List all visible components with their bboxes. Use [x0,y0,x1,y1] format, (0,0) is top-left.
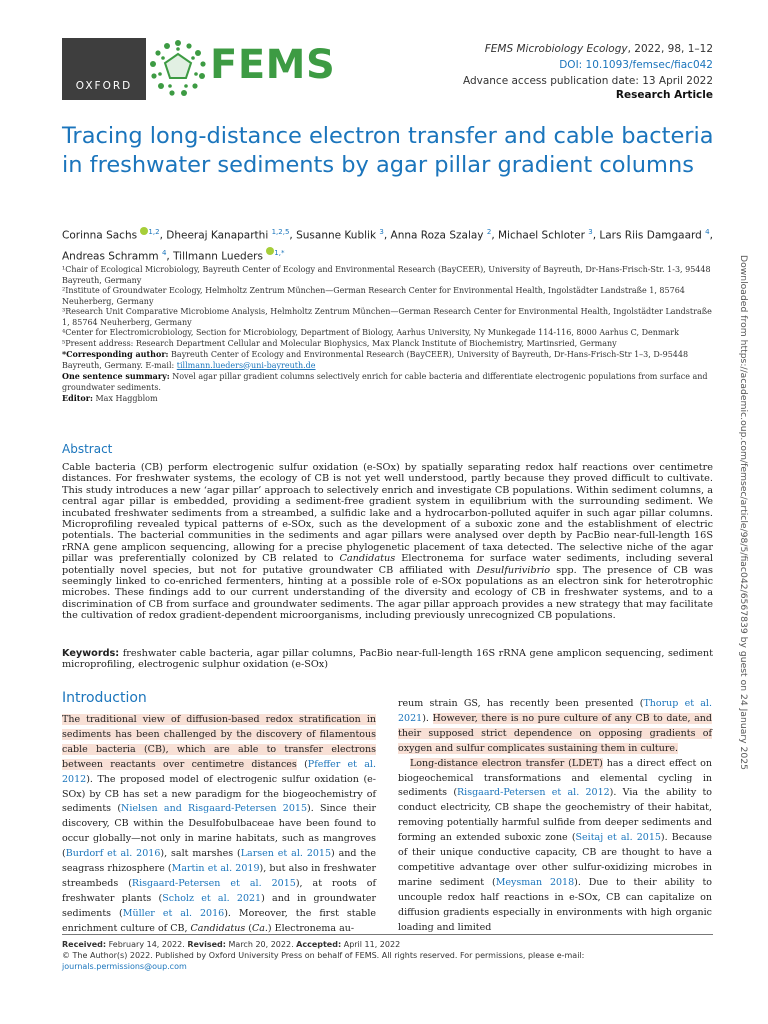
author-separator: , [289,229,297,242]
corresponding-author [62,349,717,371]
affiliation: ²Institute of Groundwater Ecology, Helmholtz Zentrum München—German Research Center for Environmental Health, Ingolstädter Landstraße 1, 85764 Neuherberg, Germany [62,286,685,306]
accepted-date: April 11, 2022 [341,940,401,949]
fems-brand: FEMS [210,42,336,88]
author-affiliation-marker: 1,2 [148,228,160,236]
text: ). Due to their ability to uncouple redox half reactions in e-SOx, CB can capitalize on diffusion gradients especially in environments with high organic loading and limited [398,876,712,933]
oxford-logo [62,38,146,100]
revised-label: Revised: [187,940,226,949]
publisher-name: OXFORD [75,80,133,92]
intro-column-right [398,697,712,936]
author-affiliation-marker: 3 [379,228,384,236]
citation-link[interactable]: Martin et al. 2019 [171,863,260,875]
highlighted-text: The traditional view of diffusion-based redox stratification in sediments has been challenged by the discovery of filamentous cable bacteria (CB), which are able to transfer electrons between reactants over centimetre distances [62,714,376,770]
text: ), at roots of freshwater plants ( [62,877,376,904]
author-affiliation-marker: 1,2,5 [271,228,290,236]
abstract-part: Electronema for surface water sediments, including several potentially novel species, but not for putative groundwater CB affiliated with [62,553,713,576]
received-label: Received: [62,940,107,949]
affiliation: ³Research Unit Comparative Microbiome Analysis, Helmholtz Zentrum München—German Research Center for Environmental Health, Ingolstädter Landstraße 1, 85764 Neuherberg, Germany [62,307,712,327]
paragraph [62,713,376,937]
text: ). [422,712,433,724]
article-title: Tracing long-distance electron transfer and cable bacteria in freshwater sediments by agar pillar gradient columns [62,123,714,178]
keywords-text: freshwater cable bacteria, agar pillar columns, PacBio near-full-length 16S rRNA gene amplicon sequencing, sediment microprofiling, electrogenic sulphur oxidation (e-SOx) [62,648,713,671]
text: ). Since their discovery, CB within the Desulfobulbaceae have been found to occur globally—not only in marine habitats, such as mangroves ( [62,803,376,860]
text: ), salt marshes ( [160,848,241,860]
journal-citation [485,42,713,56]
abstract-text [62,462,713,622]
author-separator: , [166,250,174,262]
journal-volume: , 2022, 98, 1–12 [627,43,713,55]
author-affiliation-marker: 4 [705,228,710,236]
author-affiliation-marker: 4 [161,248,167,257]
text: ). Moreover, the first stable enrichment culture of CB, [62,907,376,934]
accepted-label: Accepted: [296,940,342,949]
author-name: Michael Schloter [498,229,589,242]
keywords-label: Keywords: [62,648,120,659]
text: ( [245,922,252,934]
italic-text: Ca. [251,922,268,934]
paragraph [398,757,712,936]
author-name: Tillmann Lueders [173,250,267,262]
affiliation: ⁵Present address: Research Department Cellular and Molecular Biophysics, Max Planck Institute of Biochemistry, Martinsried, Germany [62,338,617,348]
text: ). Because of their unique conductive capacity, CB are thought to have a competitive advantage over other sulfur-oxidizing microbes in marine sediment ( [398,832,712,888]
summary-label: One sentence summary: [62,371,170,381]
author-name: Susanne Kublik [296,229,380,242]
history-dates [62,939,713,950]
author-name: Andreas Schramm [62,250,162,262]
author-separator: , [491,229,498,242]
publication-date: Advance access publication date: 13 April 2022 [462,75,713,87]
intro-column-left [62,713,376,937]
text: ( [296,758,308,770]
author-name: Lars Riis Damgaard [599,229,706,242]
highlighted-text: However, there is no pure culture of any CB to date, and their supposed strict dependence on opposing gradients of oxygen and sulfur complicates sustaining them in culture. [398,712,712,754]
text: ) and the seagrass rhizosphere ( [62,848,376,875]
citation-link[interactable]: Seitaj et al. 2015 [575,832,661,844]
editor-line [62,393,717,405]
abstract-italic: Candidatus [339,553,396,565]
author-affiliation-marker: 2 [486,228,492,236]
corresponding-label: *Corresponding author: [62,349,169,359]
citation-link[interactable]: Risgaard-Petersen et al. 2012 [457,787,610,799]
article-type: Research Article [615,89,713,101]
download-note-text: Downloaded from https://academic.oup.com/femsec/article/98/5/fiac042/6567839 by guest on 24 January 2025 [738,255,748,736]
text: ). Via the ability to conduct electricity, CB shape the geochemistry of their habitat, removing potentially harmful sulfide from deeper sediments and forming an extended suboxic zone ( [398,787,712,844]
citation-link[interactable]: Scholz et al. 2021 [162,892,262,904]
journal-name: FEMS Microbiology Ecology [484,43,628,55]
author-separator: , [709,229,713,242]
author-separator: , [383,229,391,242]
italic-text: Candidatus [190,922,246,934]
author-separator: , [592,229,600,242]
text: reum strain GS, has recently been presented ( [398,698,644,709]
abstract-part: Cable bacteria (CB) perform electrogenic sulfur oxidation (e-SOx) by spatially separating redox half reactions over centimetre distances. For freshwater systems, the ecology of CB is not yet well understood, partly because they proved difficult to cultivate. This study introduces a new ‘agar pillar’ approach to selectively enrich and investigate CB populations. Within sediment columns, a central agar pillar is embedded, providing a sediment-free gradient system in equilibrium with the surrounding sediment. We incubated freshwater sediments from a streambed, a sulfidic lake and a hydrocarbon-polluted aquifer in such agar pillar columns. Microprofiling revealed typical patterns of e-SOx, such as the development of a suboxic zone and the establishment of electric potentials. The bacterial communities in the sediments and agar pillars were analysed over depth by PacBio near-full-length 16S rRNA gene amplicon sequencing, allowing for a precise phylogenetic placement of taxa detected. The selective niche of the agar pillar was preferentially colonized by CB related to [62,462,713,565]
affiliations [62,265,717,405]
footer-divider [62,934,713,935]
text: ), but also in freshwater streambeds ( [62,863,376,889]
affiliation: ⁴Center for Electromicrobiology, Section for Microbiology, Department of Biology, Aarhus University, Ny Munkegade 114-116, 8000 Aarhus C, Denmark [62,328,679,337]
citation-link[interactable]: Thorup et al. 2021 [398,698,712,724]
summary-text: Novel agar pillar gradient columns selectively enrich for cable bacteria and differentiate electrogenic populations from surface and groundwater sediments. [62,372,708,392]
citation-link[interactable]: Risgaard-Petersen et al. 2015 [131,877,296,889]
author-name: Dheeraj Kanaparthi [166,229,272,242]
revised-date: March 20, 2022. [225,940,297,949]
editor-label: Editor: [62,393,93,403]
keywords [62,648,713,671]
footer [62,939,713,972]
download-note [738,255,752,775]
one-sentence-summary [62,371,717,393]
author-separator: , [159,229,167,242]
author-email-link[interactable]: tillmann.lueders@uni-bayreuth.de [176,360,316,370]
text: ) Electronema au- [267,922,355,934]
citation-link[interactable]: Larsen et al. 2015 [240,848,331,860]
citation-link[interactable]: Müller et al. 2016 [122,907,225,919]
copyright-notice: © The Author(s) 2022. Published by Oxford University Press on behalf of FEMS. All rights reserved. For permissions, please e-mail: [62,951,585,960]
highlighted-text: Long-distance electron transfer (LDET) [410,757,603,769]
text: Pfeffer [307,758,341,770]
corresponding-text: Bayreuth Center of Ecology and Environmental Research (BayCEER), University of Bayreuth, Dr-Hans-Frisch-Str 1–3, D-95448 Bayreuth, Germany. E-mail: [62,350,689,370]
abstract-part: spp. The presence of CB was seemingly linked to co-enriched fermenters, hinting at a possible role of e-SOx populations as an electron sink for heterotrophic microbes. These findings add to our current understanding of the diversity and ecology of CB in freshwater systems, and to a discrimination of CB from surface and groundwater sediments. The agar pillar approach provides a new strategy that may facilitate the cultivation of redox gradient-dependent microorganisms, including previously unrecognized CB populations. [62,564,713,622]
editor-name: Max Haggblom [92,394,158,403]
author-name: Corinna Sachs [62,229,141,242]
paragraph [398,697,712,757]
text: ) and in groundwater sediments ( [62,892,376,919]
author-affiliation-marker: 1,* [274,248,285,257]
doi-link[interactable]: DOI: 10.1093/femsec/fiac042 [559,59,713,71]
author-affiliation-marker: 3 [588,228,593,236]
citation-link[interactable]: Meysman 2018 [495,876,575,888]
citation-link[interactable]: Burdorf et al. 2016 [65,848,161,860]
introduction-heading: Introduction [62,690,147,706]
text: et al. 2012 [62,758,376,785]
text: ). The proposed model of electrogenic sulfur oxidation (e-SOx) by CB has set a new paradigm for the biogeochemistry of sediments ( [62,773,376,815]
abstract-italic: Desulfurivibrio [476,564,551,576]
text: has a direct effect on biogeochemical transformations and elemental cycling in sediments ( [398,757,713,799]
author-name: Anna Roza Szalay [390,229,487,242]
author-list [62,224,722,265]
permissions-email-link[interactable]: journals.permissions@oup.com [62,962,187,971]
abstract-heading: Abstract [62,442,113,456]
fems-logo-icon [148,38,208,98]
received-date: February 14, 2022. [106,940,188,949]
affiliation: ¹Chair of Ecological Microbiology, Bayreuth Center of Ecology and Environmental Research (BayCEER), University of Bayreuth, Dr-Hans-Frisch-Str. 1-3, 95448 Bayreuth, Germany [62,265,711,285]
citation-link[interactable]: Nielsen and Risgaard-Petersen 2015 [121,803,307,815]
